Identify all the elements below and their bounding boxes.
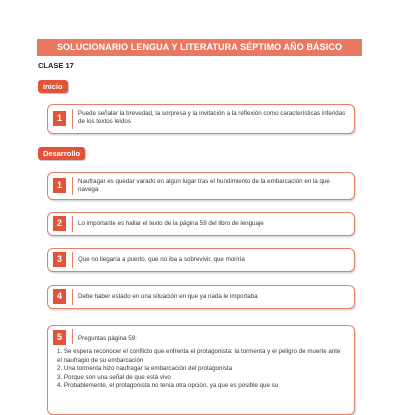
answers-list [57, 348, 346, 391]
item-card-desarrollo-1 [47, 172, 355, 200]
answer-item: 2. Una tormenta hizo naufragar la embarcación del protagonista [57, 365, 233, 372]
card-divider [72, 177, 73, 195]
item-number-badge: 5 [53, 330, 66, 345]
card-divider [72, 252, 73, 268]
section-tag-inicio: Inicio [38, 80, 68, 93]
card-divider [72, 109, 73, 129]
item-number-badge: 1 [53, 111, 66, 126]
card-divider [72, 289, 73, 305]
item-text: Preguntas página 59: [78, 335, 137, 342]
item-text: Naufragar es quedar varado en algún lugar tras el hundimiento de la embarcación en la que navega [78, 178, 330, 193]
card-divider [72, 329, 73, 344]
class-label: CLASE 17 [38, 61, 74, 70]
document-title-bar: SOLUCIONARIO LENGUA Y LITERATURA SÉPTIMO AÑO BÁSICO [37, 39, 362, 56]
card-divider [72, 216, 73, 232]
item-number-badge: 3 [53, 252, 66, 267]
item-card-desarrollo-5 [47, 325, 355, 415]
item-number-badge: 1 [53, 178, 66, 193]
item-card-inicio-1 [47, 104, 355, 134]
item-card-desarrollo-2 [47, 212, 355, 236]
item-card-desarrollo-4 [47, 285, 355, 309]
answer-item: 4. Probablemente, el protagonista no tenía otra opción, ya que es posible que su [57, 382, 279, 389]
item-text: Debe haber estado en una situación en que ya nada le importaba [78, 293, 258, 300]
item-text: Lo importante es hallar el texto de la página 59 del libro de lenguaje [78, 220, 264, 227]
item-text: Puede señalar la brevedad, la sorpresa y la invitación a la reflexión como características inferidas de los textos leídos [78, 110, 346, 125]
item-card-desarrollo-3 [47, 248, 355, 272]
item-number-badge: 2 [53, 216, 66, 231]
answer-item: 1. Se espera reconocer el conflicto que enfrenta el protagonista: la tormenta y el peligro de muerte ante el naufragio de su embarcación [57, 348, 341, 364]
answer-item: 3. Porque son una señal de que está vivo [57, 373, 171, 381]
item-number-badge: 4 [53, 289, 66, 304]
section-tag-desarrollo: Desarrollo [38, 147, 85, 160]
item-text: Que no llegaría a puerto, que no iba a sobrevivir, que moriría [78, 256, 245, 263]
